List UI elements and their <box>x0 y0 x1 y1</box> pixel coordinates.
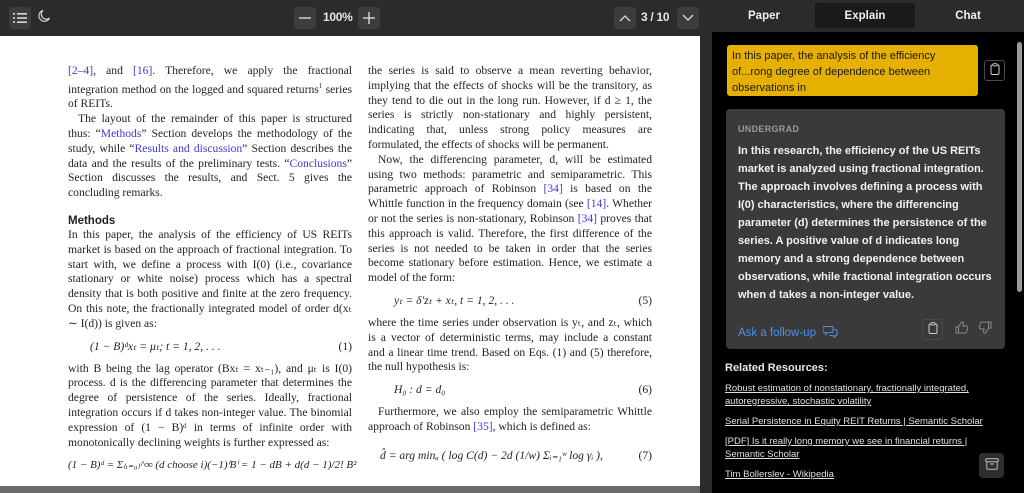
intro-paragraph: [2–4], and [16]. Therefore, we apply the fractional integration method on the logged and squared returns$^1$ series of REITs. <box>68 64 352 111</box>
list-icon <box>13 12 27 24</box>
citation-link[interactable]: [14] <box>586 197 607 211</box>
theme-toggle-button[interactable] <box>33 7 55 29</box>
equation-7: d̂ = arg minₐ ( log C(d) − 2d (1/w) Σᵢ₌₁ʷ log γᵢ ), (7) <box>380 448 652 462</box>
copy-selection-button[interactable] <box>984 60 1005 81</box>
mean-reverting-paragraph: the series is said to observe a mean reverting behavior, implying that the effects of shocks will be the transitory, as they tend to die out in the long run. However, if d ≥ 1, the series is strictly non-stationary and highly persistent, indicating that, unless strong policy measures are formulated, the effects of shocks will be permanent. <box>368 64 652 151</box>
clipboard-icon <box>990 62 1000 80</box>
citation-link[interactable]: [2–4] <box>68 64 94 77</box>
archive-box-icon <box>985 457 999 475</box>
results-section-link[interactable]: Results and discussion <box>134 141 243 155</box>
page-indicator: 3 / 10 <box>641 10 670 24</box>
tab-chat[interactable]: Chat <box>955 9 981 22</box>
next-page-button[interactable] <box>677 7 699 29</box>
viewer-toolbar <box>0 0 712 36</box>
methods-paragraph: In this paper, the analysis of the efficiency of US REITs market is based on the approach of fractional integration. To start with, we define a process with I(0) (i.e., covariance stationary or white noise) process which has a spectral density that is both positive and finite at the zero frequency. On this note, the fractionally integrated model of order d(xₜ ∼ I(d)) is given as: <box>68 228 352 330</box>
time-series-paragraph: where the time series under observation is yₜ, and zₜ, which is a vector of deterministic terms, may include a constant and a linear time trend. Based on Eqs. (1) and (5) therefore, the null hypothesis is: <box>368 315 652 374</box>
layout-paragraph: The layout of the remainder of this paper is structured thus: “Methods” Section develops the methodology of the study, while “Results and discussion” Section describes the data and the results of the preliminary tests. “Conclusions” Section discusses the results, and Sect. 5 gives the concluding remarks. <box>68 112 353 200</box>
equation-binomial: (1 − B)ᵈ = Σ₍ᵢ₌₀₎^∞ (d choose i)(−1)ⁱBⁱ = 1 − dB + d(d − 1)/2! B² <box>68 459 357 472</box>
outline-button[interactable] <box>9 7 31 29</box>
whittle-paragraph: Furthermore, we also employ the semiparametric Whittle approach of Robinson [35], which is defined as: <box>368 405 652 433</box>
archive-button[interactable] <box>979 453 1004 478</box>
conclusions-section-link[interactable]: Conclusions <box>289 156 347 170</box>
equation-number: (7) <box>638 448 652 462</box>
vertical-scrollbar[interactable] <box>700 36 712 493</box>
section-heading-methods: Methods <box>68 215 116 228</box>
thumbs-up-icon <box>955 321 969 339</box>
zoom-out-button[interactable] <box>294 7 316 29</box>
tab-explain[interactable]: Explain <box>815 3 915 28</box>
equation-1: (1 − B)ᵈxₜ = μₜ; t = 1, 2, . . . (1) <box>90 339 352 353</box>
follow-up-label: Ask a follow-up <box>738 327 816 339</box>
thumbs-down-icon <box>978 321 992 339</box>
chevron-up-icon <box>619 14 631 22</box>
lag-operator-paragraph: with B being the lag operator (Bxₜ = xₜ₋₁), and μₜ is I(0) process. d is the differencing parameter that determines the degree of persistence of the series. Ideally, fractional integration occurs if d takes non-integer value. The binomial expression of (1 − B)ᵈ in terms of infinite order with monotonically declining weights is further expressed as: <box>68 361 352 449</box>
previous-page-button[interactable] <box>614 7 636 29</box>
related-resources-list <box>725 382 987 488</box>
methods-section-link[interactable]: Methods <box>100 127 142 141</box>
zoom-in-button[interactable] <box>358 7 380 29</box>
differencing-paragraph: Now, the differencing parameter, d, will be estimated using two methods: parametric and semiparametric. This parametric approach of Robinson [34] is based on the Whittle function in the frequency domain (see [14]. Whether or not the series is non-stationary, Robinson [34] proves that this approach is valid. Therefore, the first difference of the series is not needed to be taken in order that the series become stationary before estimation. Hence, we estimate a model of the form: <box>368 152 653 285</box>
minus-icon <box>299 12 311 24</box>
citation-link[interactable]: [16] <box>132 64 153 77</box>
chat-bubbles-icon <box>823 325 838 341</box>
panel-scrollbar[interactable] <box>1017 42 1022 292</box>
copy-explanation-button[interactable] <box>922 319 943 340</box>
ask-follow-up-button[interactable] <box>738 325 838 341</box>
panel-tabs <box>712 0 1024 32</box>
left-column <box>68 64 357 476</box>
footnote-marker[interactable]: 1 <box>318 81 323 90</box>
clipboard-icon <box>928 321 938 339</box>
related-link[interactable]: [PDF] Is it really long memory we see in financial returns | Semantic Scholar <box>725 436 968 460</box>
citation-link[interactable]: [34] <box>543 182 563 196</box>
citation-link[interactable]: [35] <box>473 419 493 433</box>
right-column <box>368 64 652 467</box>
chevron-down-icon <box>682 14 694 22</box>
explanation-card <box>726 109 1005 349</box>
equation-6: H₀ : d = d₀ (6) <box>394 383 652 397</box>
equation-number: (1) <box>338 339 352 353</box>
tab-paper[interactable]: Paper <box>748 9 780 22</box>
zoom-level: 100% <box>323 10 353 24</box>
related-link[interactable]: Serial Persistence in Equity REIT Returns | Semantic Scholar <box>725 416 983 427</box>
pdf-page <box>0 36 700 486</box>
explanation-level: UNDERGRAD <box>738 124 800 134</box>
related-link[interactable]: Robust estimation of nonstationary, fractionally integrated, autoregressive, stochastic volatility <box>725 383 969 407</box>
equation-5: yₜ = δ′zₜ + xₜ, t = 1, 2, . . . (5) <box>394 293 652 307</box>
equation-number: (6) <box>638 383 652 397</box>
explanation-text: In this research, the efficiency of the US REITs market is analyzed using fractional integration. The approach involves defining a process with I(0) characteristics, where the differencing parameter (d) determines the persistence of the series. A positive value of d indicates long memory and a strong dependence between observations, while fractional integration occurs when d takes a non-integer value. <box>738 145 992 301</box>
plus-icon <box>363 12 375 24</box>
assistant-panel <box>712 0 1024 493</box>
thumbs-up-button[interactable] <box>954 322 970 338</box>
thumbs-down-button[interactable] <box>977 322 993 338</box>
selected-text-excerpt: In this paper, the analysis of the efficiency of...rong degree of dependence between observations in <box>727 45 978 96</box>
horizontal-scrollbar[interactable] <box>0 486 700 493</box>
equation-number: (5) <box>638 293 652 307</box>
related-link[interactable]: Tim Bollerslev - Wikipedia <box>725 469 834 480</box>
citation-link[interactable]: [34] <box>577 211 598 225</box>
related-resources-heading: Related Resources: <box>725 362 828 374</box>
moon-icon <box>37 9 51 28</box>
